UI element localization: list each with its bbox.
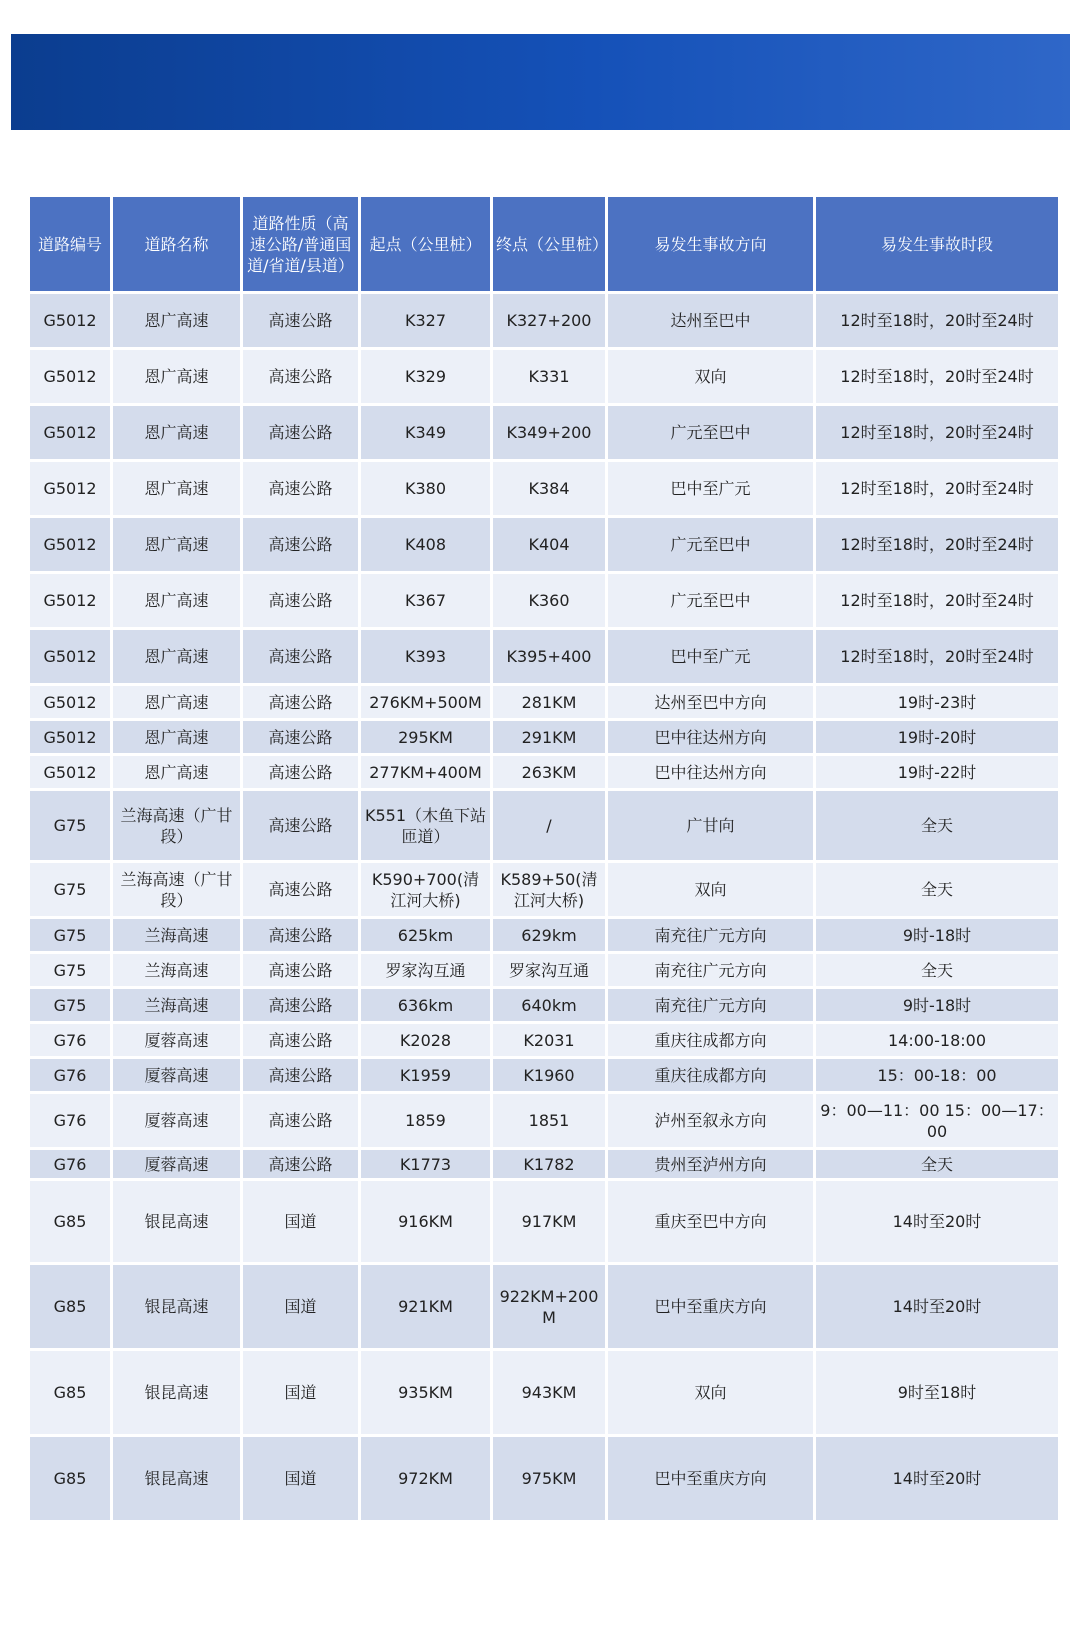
cell-period: 19时-23时 [816,686,1058,718]
cell-road-code: G5012 [30,462,110,515]
cell-road-name: 兰海高速 [113,954,240,986]
cell-direction: 达州至巴中方向 [608,686,813,718]
cell-end-km: 640km [493,989,605,1021]
cell-start-km: K1959 [361,1059,490,1091]
table-row [30,1094,1058,1147]
cell-start-km: 1859 [361,1094,490,1147]
cell-road-code: G5012 [30,721,110,753]
cell-road-type: 高速公路 [243,462,358,515]
header-banner [11,34,1070,130]
cell-direction: 达州至巴中 [608,294,813,347]
header-accident-direction: 易发生事故方向 [608,197,813,291]
cell-road-code: G5012 [30,518,110,571]
cell-road-type: 高速公路 [243,406,358,459]
cell-start-km: 295KM [361,721,490,753]
cell-road-code: G76 [30,1059,110,1091]
cell-period: 9：00—11：00 15：00—17：00 [816,1094,1058,1147]
cell-start-km: K393 [361,630,490,683]
cell-start-km: K367 [361,574,490,627]
cell-start-km: K329 [361,350,490,403]
cell-period: 9时至18时 [816,1351,1058,1434]
cell-road-type: 高速公路 [243,863,358,916]
cell-road-code: G76 [30,1150,110,1178]
table-row [30,989,1058,1021]
cell-road-type: 高速公路 [243,721,358,753]
cell-road-type: 国道 [243,1265,358,1348]
header-road-name: 道路名称 [113,197,240,291]
cell-road-type: 高速公路 [243,791,358,860]
cell-end-km: K395+400 [493,630,605,683]
cell-road-code: G75 [30,989,110,1021]
cell-road-type: 高速公路 [243,989,358,1021]
cell-start-km: K2028 [361,1024,490,1056]
cell-road-code: G5012 [30,756,110,788]
cell-end-km: 1851 [493,1094,605,1147]
header-accident-period: 易发生事故时段 [816,197,1058,291]
cell-start-km: K349 [361,406,490,459]
table-body [30,294,1058,1520]
cell-end-km: K2031 [493,1024,605,1056]
cell-end-km: 281KM [493,686,605,718]
table-row [30,1024,1058,1056]
cell-road-type: 高速公路 [243,294,358,347]
cell-road-type: 高速公路 [243,686,358,718]
cell-start-km: K1773 [361,1150,490,1178]
cell-end-km: 291KM [493,721,605,753]
header-road-code: 道路编号 [30,197,110,291]
cell-end-km: K589+50(清江河大桥) [493,863,605,916]
cell-road-name: 厦蓉高速 [113,1059,240,1091]
header-end-km: 终点（公里桩） [493,197,605,291]
cell-road-name: 厦蓉高速 [113,1024,240,1056]
table-row [30,294,1058,347]
cell-road-name: 银昆高速 [113,1437,240,1520]
cell-period: 9时-18时 [816,989,1058,1021]
accident-prone-road-table [27,194,1061,1523]
cell-road-type: 高速公路 [243,518,358,571]
cell-start-km: 罗家沟互通 [361,954,490,986]
cell-road-name: 恩广高速 [113,518,240,571]
cell-direction: 巴中至广元 [608,462,813,515]
table-row [30,406,1058,459]
table-row [30,1351,1058,1434]
cell-period: 12时至18时，20时至24时 [816,518,1058,571]
cell-start-km: K551（木鱼下站匝道） [361,791,490,860]
cell-road-code: G5012 [30,574,110,627]
table-row [30,721,1058,753]
cell-period: 12时至18时，20时至24时 [816,350,1058,403]
table-row [30,1181,1058,1262]
table-row [30,919,1058,951]
cell-direction: 广元至巴中 [608,518,813,571]
cell-road-name: 恩广高速 [113,721,240,753]
cell-period: 14时至20时 [816,1265,1058,1348]
cell-end-km: K360 [493,574,605,627]
cell-road-name: 厦蓉高速 [113,1150,240,1178]
cell-road-name: 银昆高速 [113,1265,240,1348]
cell-period: 9时-18时 [816,919,1058,951]
cell-direction: 巴中往达州方向 [608,721,813,753]
cell-start-km: 276KM+500M [361,686,490,718]
cell-end-km: K1782 [493,1150,605,1178]
cell-road-type: 高速公路 [243,1094,358,1147]
cell-start-km: 935KM [361,1351,490,1434]
cell-end-km: K404 [493,518,605,571]
cell-direction: 重庆至巴中方向 [608,1181,813,1262]
cell-period: 12时至18时，20时至24时 [816,630,1058,683]
cell-road-type: 高速公路 [243,954,358,986]
cell-start-km: 972KM [361,1437,490,1520]
cell-road-name: 恩广高速 [113,294,240,347]
cell-start-km: 636km [361,989,490,1021]
cell-direction: 广元至巴中 [608,574,813,627]
cell-direction: 重庆往成都方向 [608,1024,813,1056]
cell-period: 14时至20时 [816,1437,1058,1520]
cell-direction: 双向 [608,1351,813,1434]
cell-road-code: G5012 [30,350,110,403]
cell-direction: 双向 [608,350,813,403]
cell-road-code: G85 [30,1351,110,1434]
cell-road-name: 恩广高速 [113,462,240,515]
cell-direction: 广元至巴中 [608,406,813,459]
cell-road-name: 银昆高速 [113,1351,240,1434]
cell-period: 19时-20时 [816,721,1058,753]
table-row [30,462,1058,515]
cell-road-code: G85 [30,1181,110,1262]
table-row [30,1059,1058,1091]
cell-start-km: K380 [361,462,490,515]
cell-period: 全天 [816,954,1058,986]
cell-end-km: 943KM [493,1351,605,1434]
cell-road-code: G5012 [30,630,110,683]
cell-road-type: 国道 [243,1181,358,1262]
table-row [30,518,1058,571]
cell-road-name: 兰海高速（广甘段） [113,791,240,860]
cell-direction: 南充往广元方向 [608,919,813,951]
cell-road-name: 恩广高速 [113,574,240,627]
cell-period: 全天 [816,791,1058,860]
table-row [30,863,1058,916]
cell-road-name: 兰海高速 [113,919,240,951]
cell-end-km: K331 [493,350,605,403]
cell-direction: 巴中至广元 [608,630,813,683]
cell-start-km: 277KM+400M [361,756,490,788]
cell-period: 12时至18时，20时至24时 [816,462,1058,515]
cell-road-code: G5012 [30,406,110,459]
cell-end-km: 罗家沟互通 [493,954,605,986]
cell-direction: 南充往广元方向 [608,954,813,986]
table-row [30,350,1058,403]
cell-direction: 巴中往达州方向 [608,756,813,788]
cell-period: 全天 [816,1150,1058,1178]
cell-road-name: 恩广高速 [113,756,240,788]
table-row [30,1437,1058,1520]
table-row [30,756,1058,788]
cell-road-name: 恩广高速 [113,630,240,683]
cell-start-km: 916KM [361,1181,490,1262]
cell-road-type: 高速公路 [243,574,358,627]
cell-road-type: 高速公路 [243,756,358,788]
cell-end-km: K1960 [493,1059,605,1091]
cell-period: 12时至18时，20时至24时 [816,574,1058,627]
cell-end-km: 629km [493,919,605,951]
cell-road-name: 恩广高速 [113,406,240,459]
cell-end-km: K349+200 [493,406,605,459]
cell-period: 14时至20时 [816,1181,1058,1262]
cell-road-code: G5012 [30,294,110,347]
table-row [30,630,1058,683]
cell-road-name: 兰海高速（广甘段） [113,863,240,916]
cell-road-name: 恩广高速 [113,686,240,718]
table-row [30,686,1058,718]
cell-road-type: 高速公路 [243,919,358,951]
cell-road-type: 高速公路 [243,1150,358,1178]
cell-end-km: 975KM [493,1437,605,1520]
cell-road-code: G75 [30,863,110,916]
cell-direction: 南充往广元方向 [608,989,813,1021]
cell-road-code: G85 [30,1265,110,1348]
cell-direction: 重庆往成都方向 [608,1059,813,1091]
cell-road-type: 高速公路 [243,630,358,683]
table-row [30,574,1058,627]
cell-road-type: 高速公路 [243,1024,358,1056]
cell-period: 15：00-18：00 [816,1059,1058,1091]
cell-road-name: 兰海高速 [113,989,240,1021]
cell-road-code: G76 [30,1024,110,1056]
cell-road-type: 国道 [243,1351,358,1434]
accident-table-container [30,194,1055,1523]
cell-road-code: G75 [30,791,110,860]
cell-start-km: 921KM [361,1265,490,1348]
cell-start-km: K327 [361,294,490,347]
cell-period: 12时至18时，20时至24时 [816,294,1058,347]
cell-direction: 泸州至叙永方向 [608,1094,813,1147]
cell-road-code: G85 [30,1437,110,1520]
cell-direction: 双向 [608,863,813,916]
cell-direction: 贵州至泸州方向 [608,1150,813,1178]
table-row [30,1150,1058,1178]
cell-end-km: K384 [493,462,605,515]
cell-start-km: 625km [361,919,490,951]
header-road-type: 道路性质（高速公路/普通国道/省道/县道） [243,197,358,291]
cell-road-type: 国道 [243,1437,358,1520]
cell-direction: 巴中至重庆方向 [608,1437,813,1520]
cell-road-code: G75 [30,919,110,951]
cell-road-code: G76 [30,1094,110,1147]
cell-end-km: 922KM+200M [493,1265,605,1348]
cell-end-km: 263KM [493,756,605,788]
cell-period: 14:00-18:00 [816,1024,1058,1056]
table-row [30,1265,1058,1348]
cell-road-name: 银昆高速 [113,1181,240,1262]
cell-start-km: K590+700(清江河大桥) [361,863,490,916]
cell-road-name: 恩广高速 [113,350,240,403]
cell-start-km: K408 [361,518,490,571]
cell-end-km: 917KM [493,1181,605,1262]
cell-period: 12时至18时，20时至24时 [816,406,1058,459]
cell-road-code: G5012 [30,686,110,718]
cell-end-km: / [493,791,605,860]
cell-end-km: K327+200 [493,294,605,347]
cell-period: 19时-22时 [816,756,1058,788]
table-header-row [30,197,1058,291]
header-start-km: 起点（公里桩） [361,197,490,291]
table-row [30,954,1058,986]
cell-direction: 广甘向 [608,791,813,860]
cell-road-type: 高速公路 [243,1059,358,1091]
cell-road-name: 厦蓉高速 [113,1094,240,1147]
cell-period: 全天 [816,863,1058,916]
cell-road-code: G75 [30,954,110,986]
cell-road-type: 高速公路 [243,350,358,403]
table-row [30,791,1058,860]
cell-direction: 巴中至重庆方向 [608,1265,813,1348]
